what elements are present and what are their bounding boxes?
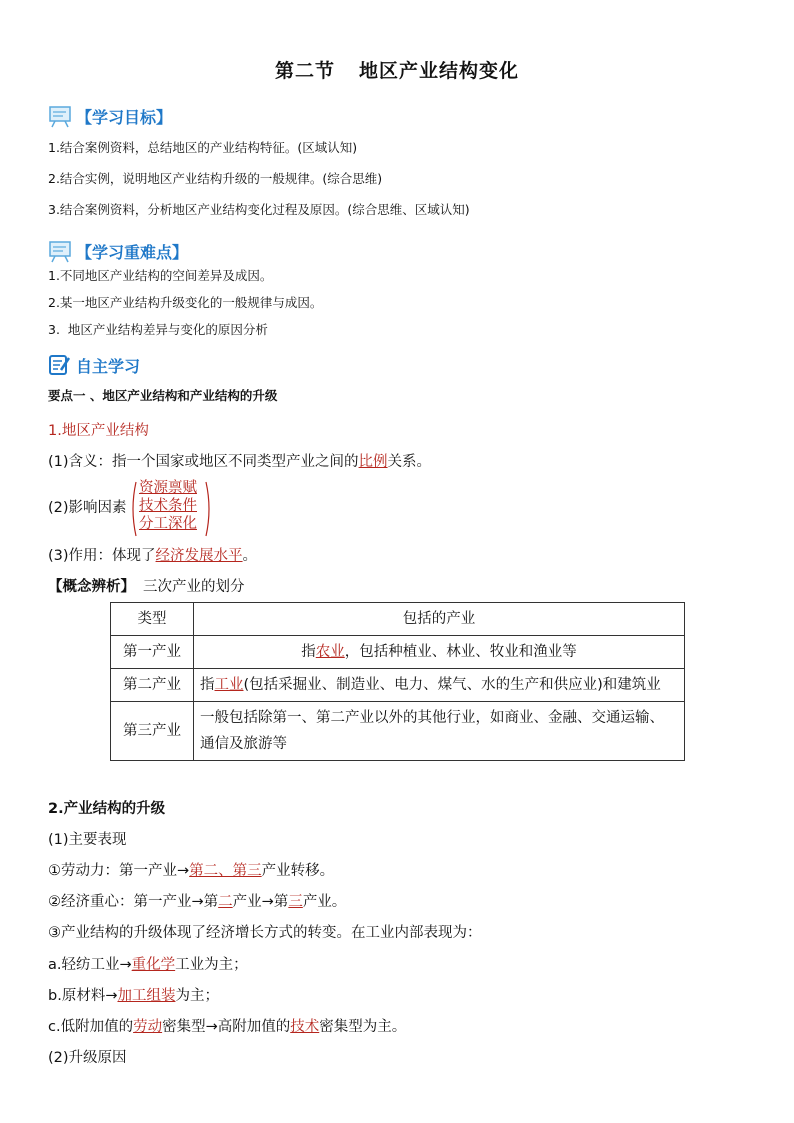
table-cell-desc: [194, 636, 685, 669]
point-one-heading: 要点一 、地区产业结构和产业结构的升级: [48, 388, 278, 403]
b-answer: 加工组装: [117, 988, 176, 1004]
factor-item: 技术条件: [139, 498, 197, 514]
table-cell-type: 第一产业: [111, 636, 194, 669]
c-answer-2: 技术: [290, 1019, 320, 1035]
objective-item-1: 1.结合案例资料，总结地区的产业结构特征。(区域认知): [48, 140, 358, 155]
notebook-pen-icon: [48, 353, 74, 377]
table-cell-desc: [194, 669, 685, 702]
labor-line: [48, 860, 334, 882]
meaning-answer: 比例: [358, 454, 388, 470]
subsection-2-title: 2.产业结构的升级: [48, 801, 166, 817]
factor-item: 资源禀赋: [139, 480, 197, 496]
econ-text: ②经济重心：第一产业→第: [48, 894, 219, 910]
table-cell-desc: [194, 702, 685, 761]
subsection-1-title: 1.地区产业结构: [48, 423, 149, 439]
key-points-heading: [48, 238, 188, 264]
concept-label: 【概念辨析】: [48, 579, 135, 595]
table-header-row: [111, 603, 685, 636]
key-point-item-3: 3. 地区产业结构差异与变化的原因分析: [48, 322, 268, 337]
desc-pre: 指: [200, 677, 215, 693]
effect-end: 。: [242, 548, 258, 564]
meaning-end: 关系。: [387, 454, 432, 470]
key-points-label: 【学习重难点】: [76, 242, 189, 262]
desc-post: (包括采掘业、制造业、电力、煤气、水的生产和供应业)和建筑业: [243, 677, 661, 693]
table-row: [111, 669, 685, 702]
concept-line: [48, 576, 245, 598]
c-text: c.低附加值的: [48, 1019, 134, 1035]
item-b-line: [48, 985, 219, 1007]
meaning-text: (1)含义：指一个国家或地区不同类型产业之间的: [48, 454, 359, 470]
desc-answer: 农业: [315, 644, 345, 660]
industry-table: [110, 602, 685, 761]
table-row: [111, 702, 685, 761]
objective-item-2: 2.结合实例，说明地区产业结构升级的一般规律。(综合思维): [48, 171, 383, 186]
meaning-line: [48, 451, 431, 473]
effect-line: [48, 545, 257, 567]
whiteboard-icon: [48, 104, 74, 128]
item-c-line: [48, 1016, 406, 1038]
c-answer-1: 劳动: [133, 1019, 163, 1035]
econ-mid: 产业→第: [232, 894, 289, 910]
economy-line: [48, 891, 346, 913]
a-text: a.轻纺工业→: [48, 957, 132, 973]
factor-item: 分工深化: [139, 516, 197, 532]
table-cell-type: 第二产业: [111, 669, 194, 702]
upgrade-reason: (2)升级原因: [48, 1050, 127, 1066]
labor-end: 产业转移。: [261, 863, 335, 879]
labor-text: ①劳动力：第一产业→: [48, 863, 190, 879]
labor-answer: 第二、第三: [189, 863, 262, 879]
econ-end: 产业。: [302, 894, 347, 910]
self-study-heading: [48, 353, 140, 377]
econ-answer-2: 三: [288, 894, 303, 910]
factors-label: (2)影响因素: [48, 500, 127, 516]
a-answer: 重化学: [131, 957, 176, 973]
concept-title: 三次产业的划分: [143, 579, 245, 595]
desc-post: 一般包括除第一、第二产业以外的其他行业，如商业、金融、交通运输、通信及旅游等: [200, 710, 664, 752]
main-manifestation: (1)主要表现: [48, 832, 127, 848]
c-end: 密集型为主。: [319, 1019, 407, 1035]
table-header-industries: 包括的产业: [194, 603, 685, 636]
b-end: 为主；: [175, 988, 219, 1004]
c-mid: 密集型→高附加值的: [162, 1019, 291, 1035]
page-title: [0, 56, 794, 83]
key-point-item-1: 1.不同地区产业结构的空间差异及成因。: [48, 268, 273, 283]
desc-answer: 工业: [214, 677, 244, 693]
b-text: b.原材料→: [48, 988, 118, 1004]
objective-item-3: 3.结合案例资料，分析地区产业结构变化过程及原因。(综合思维、区域认知): [48, 202, 470, 217]
effect-answer: 经济发展水平: [155, 548, 243, 564]
desc-post: ，包括种植业、林业、牧业和渔业等: [344, 644, 577, 660]
self-study-label: 自主学习: [76, 356, 141, 376]
title-text: 地区产业结构变化: [359, 60, 520, 82]
objectives-label: 【学习目标】: [76, 107, 173, 127]
a-end: 工业为主；: [175, 957, 248, 973]
title-section-number: 第二节: [274, 60, 335, 82]
whiteboard-icon: [48, 239, 74, 263]
key-point-item-2: 2.某一地区产业结构升级变化的一般规律与成因。: [48, 295, 323, 310]
factors-list: [139, 479, 219, 533]
table-header-type: 类型: [111, 603, 194, 636]
item-a-line: [48, 954, 248, 976]
effect-text: (3)作用：体现了: [48, 548, 156, 564]
econ-answer-1: 二: [218, 894, 233, 910]
table-row: [111, 636, 685, 669]
objectives-heading: [48, 103, 172, 129]
growth-line: ③产业结构的升级体现了经济增长方式的转变。在工业内部表现为：: [48, 925, 482, 941]
table-cell-type: 第三产业: [111, 702, 194, 761]
desc-pre: 指: [301, 644, 316, 660]
